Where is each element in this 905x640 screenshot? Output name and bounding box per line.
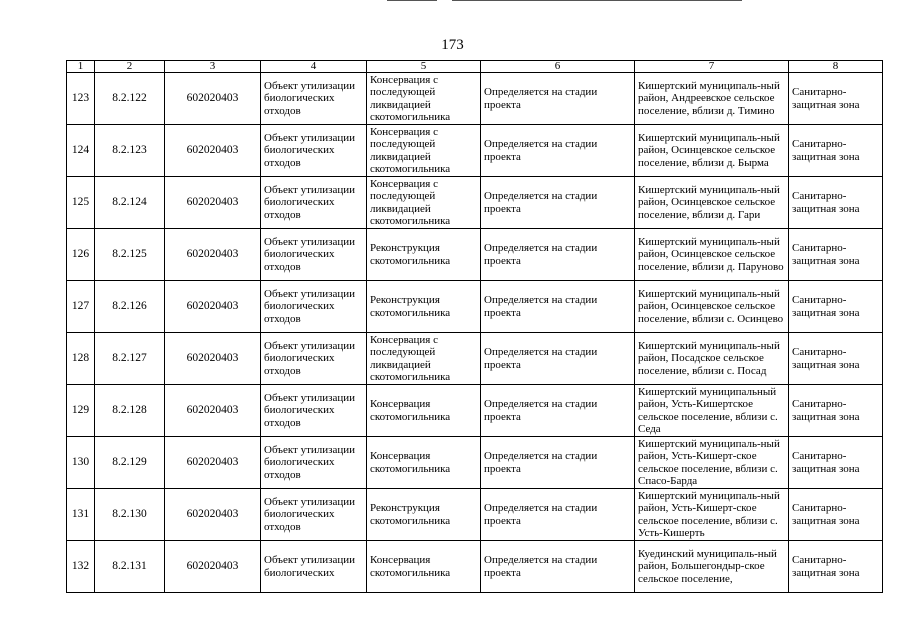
- object-type-cell: Объект утилизации биологических отходов: [261, 229, 367, 281]
- zone-cell: Санитарно-защитная зона: [789, 177, 883, 229]
- location-cell: Кишертский муниципаль-ный район, Осинцевское сельское поселение, вблизи с. Осинцево: [635, 281, 789, 333]
- header-cell: 4: [261, 61, 367, 73]
- oktmo-cell: 602020403: [165, 229, 261, 281]
- table-row: [67, 73, 883, 125]
- row-number-cell: 125: [67, 177, 95, 229]
- action-cell: Консервация с последующей ликвидацией скотомогильника: [367, 333, 481, 385]
- header-row: [67, 61, 883, 73]
- term-cell: Определяется на стадии проекта: [481, 281, 635, 333]
- row-number-cell: 132: [67, 541, 95, 593]
- zone-cell: Санитарно-защитная зона: [789, 281, 883, 333]
- object-type-cell: Объект утилизации биологических отходов: [261, 437, 367, 489]
- oktmo-cell: 602020403: [165, 385, 261, 437]
- table-row: [67, 541, 883, 593]
- term-cell: Определяется на стадии проекта: [481, 229, 635, 281]
- oktmo-cell: 602020403: [165, 437, 261, 489]
- code-cell: 8.2.127: [95, 333, 165, 385]
- location-cell: Кишертский муниципаль-ный район, Усть-Кишерт-ское сельское поселение, вблизи с. Усть-Кишерть: [635, 489, 789, 541]
- action-cell: Консервация скотомогильника: [367, 437, 481, 489]
- oktmo-cell: 602020403: [165, 281, 261, 333]
- table-row: [67, 281, 883, 333]
- oktmo-cell: 602020403: [165, 541, 261, 593]
- header-cell: 5: [367, 61, 481, 73]
- row-number-cell: 131: [67, 489, 95, 541]
- code-cell: 8.2.126: [95, 281, 165, 333]
- code-cell: 8.2.128: [95, 385, 165, 437]
- object-type-cell: Объект утилизации биологических отходов: [261, 489, 367, 541]
- header-cell: 1: [67, 61, 95, 73]
- row-number-cell: 124: [67, 125, 95, 177]
- object-type-cell: Объект утилизации биологических: [261, 541, 367, 593]
- zone-cell: Санитарно-защитная зона: [789, 489, 883, 541]
- row-number-cell: 130: [67, 437, 95, 489]
- action-cell: Консервация скотомогильника: [367, 385, 481, 437]
- zone-cell: Санитарно-защитная зона: [789, 125, 883, 177]
- location-cell: Куединский муниципаль-ный район, Большегондыр-ское сельское поселение,: [635, 541, 789, 593]
- action-cell: Реконструкция скотомогильника: [367, 489, 481, 541]
- data-table: [66, 60, 883, 593]
- object-type-cell: Объект утилизации биологических отходов: [261, 281, 367, 333]
- code-cell: 8.2.124: [95, 177, 165, 229]
- oktmo-cell: 602020403: [165, 125, 261, 177]
- action-cell: Реконструкция скотомогильника: [367, 229, 481, 281]
- row-number-cell: 123: [67, 73, 95, 125]
- term-cell: Определяется на стадии проекта: [481, 437, 635, 489]
- page-number: 173: [441, 37, 464, 53]
- header-cell: 3: [165, 61, 261, 73]
- location-cell: Кишертский муниципаль-ный район, Усть-Кишерт-ское сельское поселение, вблизи с. Спасо-Барда: [635, 437, 789, 489]
- term-cell: Определяется на стадии проекта: [481, 73, 635, 125]
- header-cell: 2: [95, 61, 165, 73]
- zone-cell: Санитарно-защитная зона: [789, 541, 883, 593]
- header-cell: 8: [789, 61, 883, 73]
- zone-cell: Санитарно-защитная зона: [789, 385, 883, 437]
- object-type-cell: Объект утилизации биологических отходов: [261, 385, 367, 437]
- term-cell: Определяется на стадии проекта: [481, 385, 635, 437]
- top-rule-left: [387, 0, 437, 1]
- action-cell: Реконструкция скотомогильника: [367, 281, 481, 333]
- term-cell: Определяется на стадии проекта: [481, 333, 635, 385]
- top-rule-right: [452, 0, 742, 1]
- row-number-cell: 127: [67, 281, 95, 333]
- oktmo-cell: 602020403: [165, 333, 261, 385]
- term-cell: Определяется на стадии проекта: [481, 125, 635, 177]
- table-row: [67, 229, 883, 281]
- zone-cell: Санитарно-защитная зона: [789, 437, 883, 489]
- code-cell: 8.2.129: [95, 437, 165, 489]
- header-cell: 6: [481, 61, 635, 73]
- table-row: [67, 333, 883, 385]
- location-cell: Кишертский муниципаль-ный район, Андреевское сельское поселение, вблизи д. Тимино: [635, 73, 789, 125]
- term-cell: Определяется на стадии проекта: [481, 177, 635, 229]
- code-cell: 8.2.131: [95, 541, 165, 593]
- location-cell: Кишертский муниципаль-ный район, Посадское сельское поселение, вблизи с. Посад: [635, 333, 789, 385]
- oktmo-cell: 602020403: [165, 177, 261, 229]
- oktmo-cell: 602020403: [165, 489, 261, 541]
- table-row: [67, 437, 883, 489]
- term-cell: Определяется на стадии проекта: [481, 541, 635, 593]
- header-cell: 7: [635, 61, 789, 73]
- code-cell: 8.2.122: [95, 73, 165, 125]
- location-cell: Кишертский муниципальный район, Усть-Кишертское сельское поселение, вблизи с. Седа: [635, 385, 789, 437]
- zone-cell: Санитарно-защитная зона: [789, 73, 883, 125]
- row-number-cell: 128: [67, 333, 95, 385]
- action-cell: Консервация с последующей ликвидацией скотомогильника: [367, 73, 481, 125]
- oktmo-cell: 602020403: [165, 73, 261, 125]
- row-number-cell: 126: [67, 229, 95, 281]
- code-cell: 8.2.125: [95, 229, 165, 281]
- table-body: [67, 61, 883, 593]
- zone-cell: Санитарно-защитная зона: [789, 333, 883, 385]
- term-cell: Определяется на стадии проекта: [481, 489, 635, 541]
- location-cell: Кишертский муниципаль-ный район, Осинцевское сельское поселение, вблизи д. Бырма: [635, 125, 789, 177]
- table-row: [67, 125, 883, 177]
- object-type-cell: Объект утилизации биологических отходов: [261, 177, 367, 229]
- object-type-cell: Объект утилизации биологических отходов: [261, 333, 367, 385]
- table-row: [67, 489, 883, 541]
- table-row: [67, 385, 883, 437]
- code-cell: 8.2.130: [95, 489, 165, 541]
- location-cell: Кишертский муниципаль-ный район, Осинцевское сельское поселение, вблизи д. Паруново: [635, 229, 789, 281]
- table-row: [67, 177, 883, 229]
- action-cell: Консервация скотомогильника: [367, 541, 481, 593]
- zone-cell: Санитарно-защитная зона: [789, 229, 883, 281]
- object-type-cell: Объект утилизации биологических отходов: [261, 125, 367, 177]
- location-cell: Кишертский муниципаль-ный район, Осинцевское сельское поселение, вблизи д. Гари: [635, 177, 789, 229]
- row-number-cell: 129: [67, 385, 95, 437]
- code-cell: 8.2.123: [95, 125, 165, 177]
- action-cell: Консервация с последующей ликвидацией скотомогильника: [367, 125, 481, 177]
- action-cell: Консервация с последующей ликвидацией скотомогильника: [367, 177, 481, 229]
- object-type-cell: Объект утилизации биологических отходов: [261, 73, 367, 125]
